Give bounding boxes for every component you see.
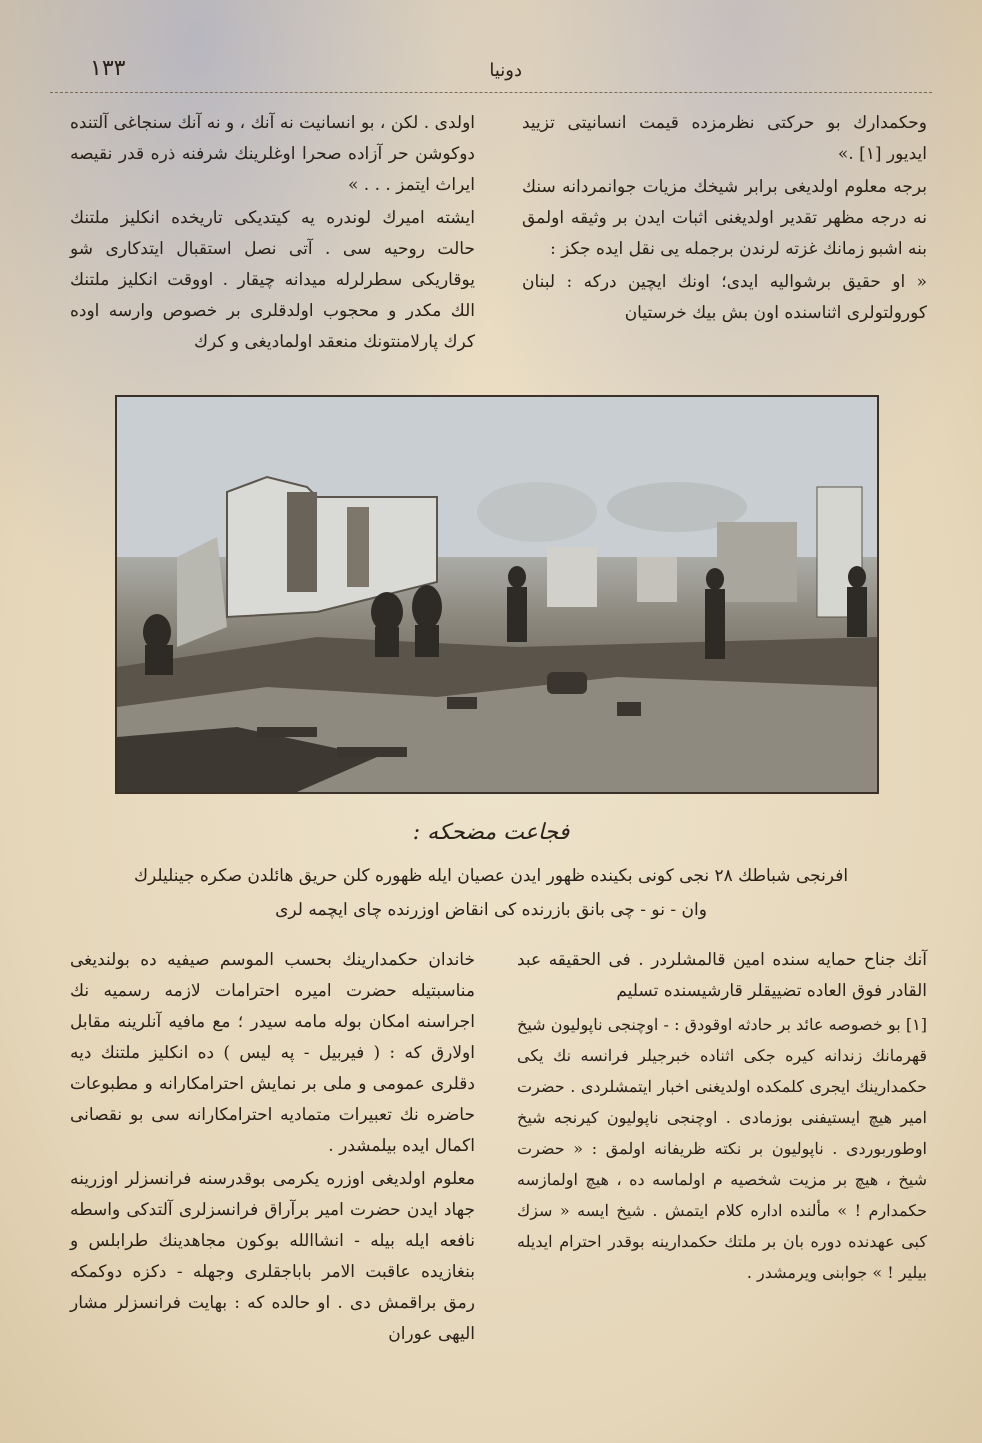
photo-illustration [117,397,877,792]
paragraph: معلوم اولدیغی اوزره یکرمی بوقدرسنه فرانسزلر اوزرینه جهاد ایدن حضرت امیر برآراق فرانسزلری آلتدکی واسطه نافعه ایله بیله - انشاالله بوکون مجاهدینك طرابلس و بنغازیده عاقبت الامر باباجقلری وجهله - دکزه دوکمکه رمق براقمش دی . او حالده که : بهایت فرانسزلر مشار الیهی عوران [70,1169,475,1344]
paragraph: آنك جناح حمایه سنده امین قالمشلردر . فی الحقیقه عبد القادر فوق العاده تضییقلر قارشیسنده تسلیم [517,950,927,1001]
paragraph: اولدی . لکن ، بو انسانیت نه آنك ، و نه آنك سنجاغی آلتنده دوکوشن حر آزاده صحرا اوغلرینك شرفنه ذره قدر نقیصه ایراث ایتمز . . . » [70,113,475,195]
caption-line: وان - نو - چی بانق بازرنده کی انقاض اوزرنده چای ایچمه لری [275,900,707,920]
page-header [50,52,932,93]
column-bottom-left [70,945,475,1352]
caption-title: فجاعت مضحکه : [412,820,570,845]
column-top-left [70,108,475,360]
paragraph: « او حقیق برشوالیه ایدی؛ اونك ایچین درکه : لبنان کورولتولری اثناسنده اون بش بیك خرستیان [522,272,927,323]
column-bottom-right [517,945,927,1290]
paragraph: ایشته امیرك لوندره یه کیتدیکی تاریخده انکلیز ملتنك حالت روحیه سی . آتی نصل استقبال ایتدکاری شو یوقاریکی سطرلرله میدانه چیقار . اووقت انکلیز ملتنك الك مکدر و محجوب اولدقلری بر خصوص وارسه اوده کرك پارلامنتونك منعقد اولمادیغی و کرك [70,208,475,352]
paragraph: وحکمدارك بو حرکتی نظرمزده قیمت انسانیتی تزیید ایدیور [١] .» [522,113,927,164]
news-photograph [115,395,879,794]
paragraph: خاندان حکمدارینك بحسب الموسم صیفیه ده بولندیغی مناسبتیله حضرت امیره احترامات لازمه رسمیه نك اجراسنه امکان بوله مامه سیدر ؛ مع مافیه آنلرینه مقابل اولارق که : ( فیربیل - په لیس ) ده انکلیز ملتنك دیه دقلری عمومی و ملی بر نمایش احترامکارانه و مطبوعات حاضره نك تعبیرات متمادیه احترامکارانه سی بو نقصانی اکمال ایده بیلمشدر . [70,950,475,1156]
footnote: [١] بو خصوصه عائد بر حادثه اوقودق : - اوچنجی ناپولیون شیخ قهرمانك زندانه کیره جکی اثناده خبرجیلر فرانسه نك یکی حکمدارینك ایجری کلمکده اولدیغنی اخبار ایتمشلردی . حضرت امیر هیچ ایستیفنی بوزمادی . اوچنجی ناپولیون کیرنجه شیخ اوطوربوردی . ناپولیون بر نکته ظریفانه اولمق : « حضرت شیخ ، هیچ بر مزیت شخصیه م اولماسه ده ، هیچ اولمازسه حکمدارم ! » مألنده اداره کلام ایتمش . شیخ ایسه « سزك کبی عهدنده دوره بان بر ملتك حکمدارینه بوقدر احترام ایدیله بیلیر ! » جوابنی ویرمشدر . [517,1015,927,1282]
column-top-right [522,108,927,331]
paragraph: برجه معلوم اولدیغی برابر شیخك مزیات جوانمردانه سنك نه درجه مظهر تقدیر اولدیغنی اثبات ایدن بر وثیقه اولمق بنه اشبو زمانك غزته لرندن برجمله یی نقل ایده جکز : [522,177,927,259]
page-title: دونیا [489,60,522,81]
caption-line: افرنجی شباطك ٢٨ نجی کونی بکینده ظهور ایدن عصیان ایله ظهوره کلن حریق هائلدن صکره جینلیلرك [133,866,849,886]
page-number: ١٣٣ [90,56,126,81]
